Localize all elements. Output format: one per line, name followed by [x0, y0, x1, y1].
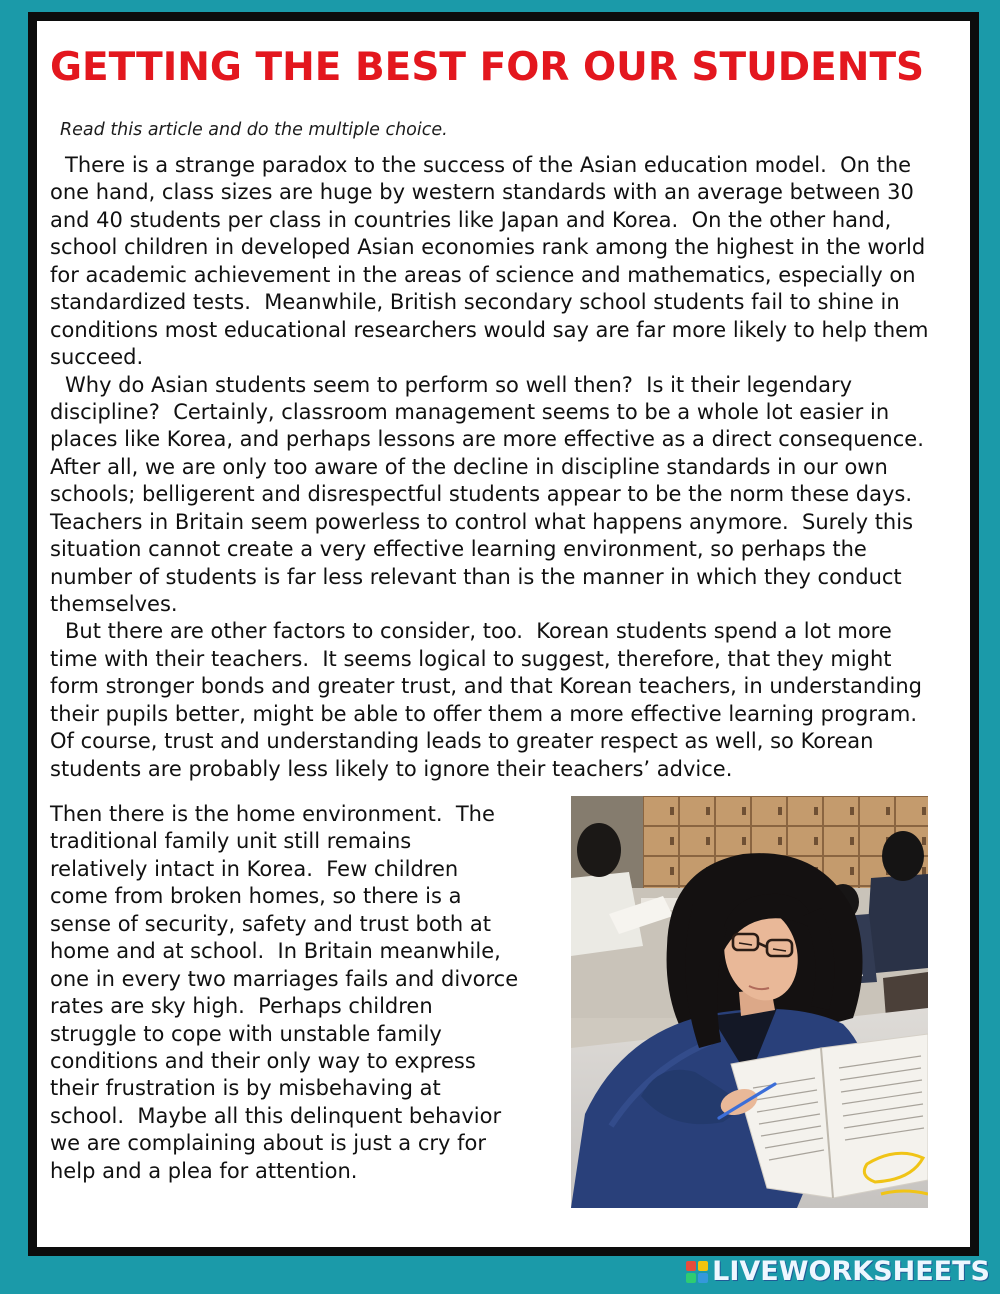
article-line: form stronger bonds and greater trust, and that Korean teachers, in understanding: [50, 674, 923, 699]
article-line: traditional family unit still remains: [50, 829, 412, 854]
logo-block-green: [686, 1273, 696, 1283]
classroom-photo: [571, 796, 928, 1208]
article-line: help and a plea for attention.: [50, 1158, 358, 1183]
article-line: After all, we are only too aware of the decline in discipline standards in our own: [50, 454, 888, 479]
article-line: places like Korea, and perhaps lessons are more effective as a direct consequence.: [50, 427, 924, 452]
article-line: conditions and their only way to express: [50, 1048, 476, 1073]
article-line: number of students is far less relevant than is the manner in which they conduct: [50, 564, 902, 589]
article-line: Of course, trust and understanding leads to greater respect as well, so Korean: [50, 729, 874, 754]
article-paragraph-1: [50, 152, 929, 372]
logo-block-red: [686, 1261, 696, 1271]
article-line: conditions most educational researchers would say are far more likely to help them: [50, 317, 929, 342]
article-line: one in every two marriages fails and divorce: [50, 966, 519, 991]
article-line: time with their teachers. It seems logical to suggest, therefore, that they might: [50, 646, 892, 671]
worksheet-instruction: Read this article and do the multiple choice.: [60, 120, 448, 140]
article-line: standardized tests. Meanwhile, British secondary school students fail to shine in: [50, 290, 900, 315]
article-paragraph-4: [50, 801, 518, 1185]
article-line: But there are other factors to consider, too. Korean students spend a lot more: [65, 619, 892, 644]
student-uniform: [865, 874, 928, 974]
logo-block-blue: [698, 1273, 708, 1283]
article-line: succeed.: [50, 345, 144, 370]
liveworksheets-logo-text: LIVEWORKSHEETS: [712, 1256, 990, 1287]
article-line: situation cannot create a very effective learning environment, so perhaps the: [50, 537, 867, 562]
worksheet-title: GETTING THE BEST FOR OUR STUDENTS: [50, 45, 925, 90]
article-line: school. Maybe all this delinquent behavior: [50, 1103, 502, 1128]
article-line: students are probably less likely to ignore their teachers’ advice.: [50, 756, 733, 781]
article-line: struggle to cope with unstable family: [50, 1021, 442, 1046]
article-line: schools; belligerent and disrespectful students appear to be the norm these days.: [50, 482, 913, 507]
article-line: rates are sky high. Perhaps children: [50, 994, 433, 1019]
article-line: their pupils better, might be able to offer them a more effective learning program.: [50, 701, 917, 726]
liveworksheets-logo: [686, 1257, 990, 1287]
article-line: home and at school. In Britain meanwhile,: [50, 939, 501, 964]
classroom-photo-art: [571, 796, 928, 1208]
article-line: There is a strange paradox to the success of the Asian education model. On the: [65, 153, 912, 177]
article-line: Then there is the home environment. The: [50, 802, 495, 826]
liveworksheets-logo-icon: [686, 1261, 708, 1283]
article-line: for academic achievement in the areas of science and mathematics, especially on: [50, 262, 916, 287]
article-line: we are complaining about is just a cry for: [50, 1131, 486, 1156]
student-hair: [882, 831, 924, 881]
article-line: one hand, class sizes are huge by western standards with an average between 30: [50, 180, 914, 205]
article-line: come from broken homes, so there is a: [50, 884, 462, 909]
article-line: relatively intact in Korea. Few children: [50, 856, 459, 881]
article-line: discipline? Certainly, classroom management seems to be a whole lot easier in: [50, 399, 890, 424]
article-body: [50, 152, 929, 783]
article-line: themselves.: [50, 592, 178, 616]
student-hair: [577, 823, 621, 877]
worksheet-page: [28, 12, 979, 1256]
article-line: Teachers in Britain seem powerless to control what happens anymore. Surely this: [50, 509, 914, 534]
article-paragraph-2: [50, 372, 929, 619]
article-line: their frustration is by misbehaving at: [50, 1076, 441, 1101]
article-paragraph-3: [50, 618, 929, 783]
logo-block-yellow: [698, 1261, 708, 1271]
article-line: Why do Asian students seem to perform so well then? Is it their legendary: [65, 372, 853, 397]
article-line: sense of security, safety and trust both at: [50, 911, 491, 936]
article-line: and 40 students per class in countries like Japan and Korea. On the other hand,: [50, 207, 892, 232]
article-line: school children in developed Asian economies rank among the highest in the world: [50, 235, 926, 260]
